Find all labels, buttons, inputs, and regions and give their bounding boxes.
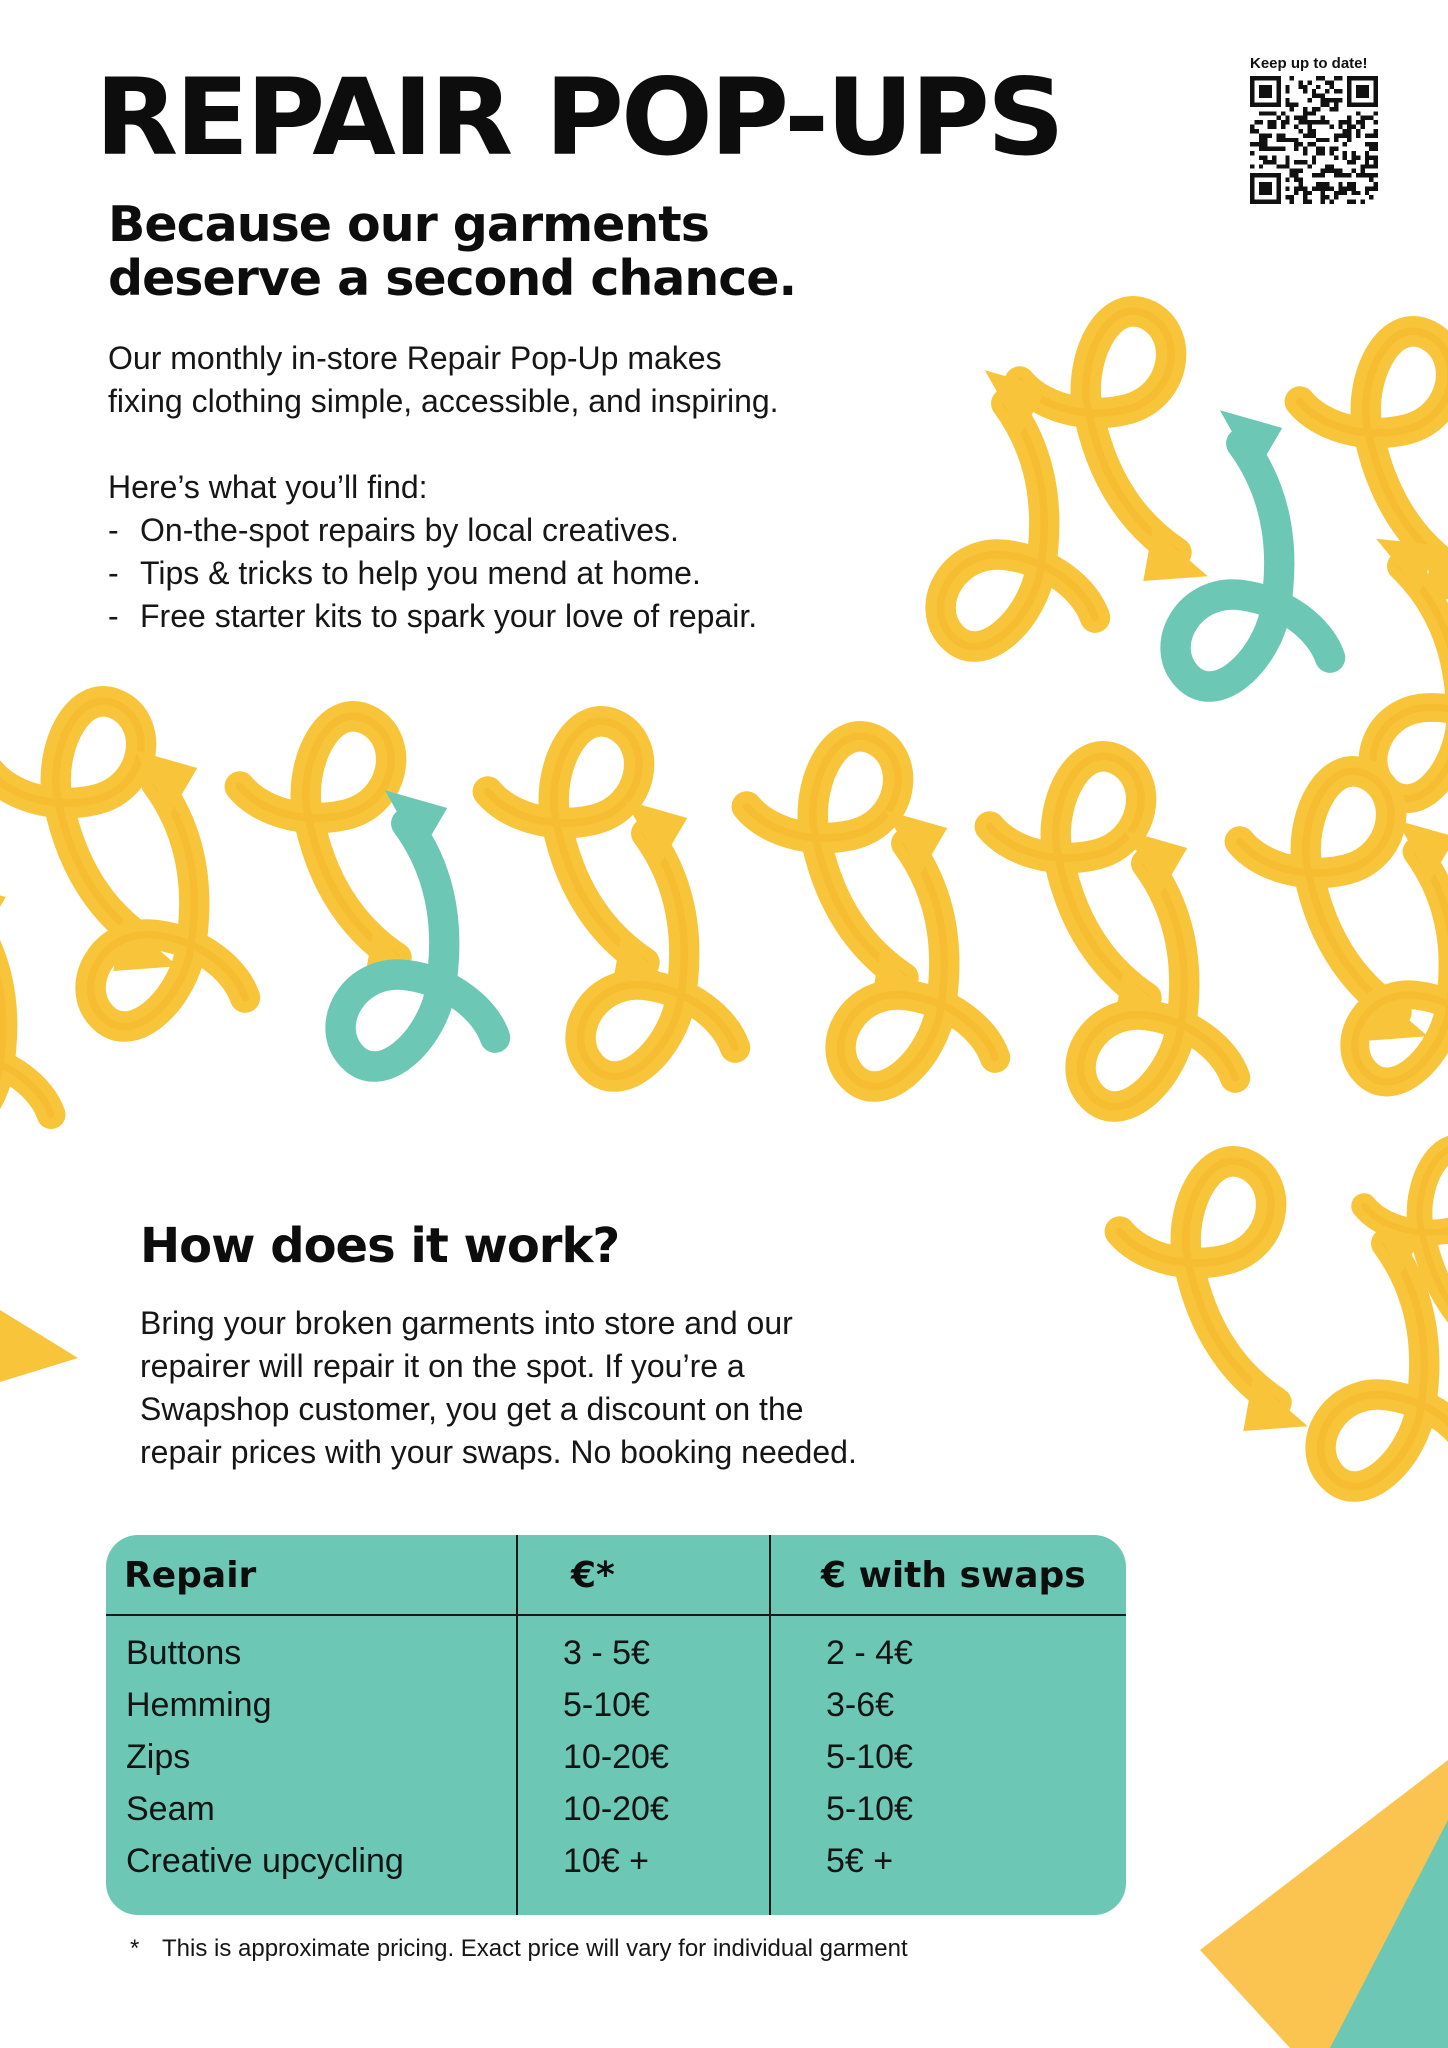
header-divider [106,1614,1126,1616]
list-item-text: Free starter kits to spark your love of repair. [140,598,758,634]
cell-price: 10-20€ [563,1790,669,1828]
cell-price: 3 - 5€ [563,1634,650,1672]
how-description [140,1302,940,1474]
list-item-text: Tips & tricks to help you mend at home. [140,555,701,591]
column-header-price-with-swaps: € with swaps [821,1555,1086,1596]
list-item: - Tips & tricks to help you mend at home. [108,555,701,591]
table-row [106,1835,1126,1887]
intro-line: fixing clothing simple, accessible, and inspiring. [108,383,779,419]
how-heading: How does it work? [140,1218,620,1274]
cell-repair: Hemming [126,1686,272,1724]
cell-repair: Buttons [126,1634,242,1672]
table-header-row [106,1535,1126,1615]
table-row [106,1783,1126,1835]
cell-price-swaps: 5-10€ [826,1738,913,1776]
cell-price-swaps: 2 - 4€ [826,1634,913,1672]
cell-price-swaps: 3-6€ [826,1686,895,1724]
table-row [106,1731,1126,1783]
cell-price: 10€ + [563,1842,650,1880]
column-header-price: €* [571,1555,615,1596]
qr-section [1250,55,1385,209]
footnote-marker: * [130,1935,140,1962]
intro-text [108,337,988,423]
cell-repair: Seam [126,1790,215,1828]
intro-line: Our monthly in-store Repair Pop-Up makes [108,340,722,376]
find-heading: Here’s what you’ll find: [108,469,428,505]
cell-price-swaps: 5€ + [826,1842,894,1880]
cell-price: 10-20€ [563,1738,669,1776]
table-row [106,1627,1126,1679]
cell-repair: Zips [126,1738,191,1776]
feature-list [108,509,988,638]
qr-label: Keep up to date! [1250,55,1368,72]
subtitle-line: deserve a second chance. [108,249,797,307]
list-item: - On-the-spot repairs by local creatives. [108,512,679,548]
list-item-text: On-the-spot repairs by local creatives. [140,512,679,548]
cell-repair: Creative upcycling [126,1842,404,1880]
qr-code-icon[interactable] [1250,76,1378,204]
subtitle-line: Because our garments [108,196,709,253]
page-subtitle [108,198,908,306]
column-header-repair: Repair [124,1555,257,1596]
pricing-table [106,1535,1126,1915]
intro-section [108,337,988,638]
how-line: repair prices with your swaps. No booking needed. [140,1434,857,1470]
how-line: Swapshop customer, you get a discount on the [140,1391,804,1427]
list-item: - Free starter kits to spark your love of repair. [108,598,758,634]
cell-price: 5-10€ [563,1686,650,1724]
how-line: Bring your broken garments into store and our [140,1305,793,1341]
footnote-text: This is approximate pricing. Exact price will vary for individual garment [162,1935,908,1962]
cell-price-swaps: 5-10€ [826,1790,913,1828]
page-title: REPAIR POP-UPS [95,56,1062,179]
table-row [106,1679,1126,1731]
pricing-footnote [130,1935,908,1963]
how-line: repairer will repair it on the spot. If you’re a [140,1348,745,1384]
